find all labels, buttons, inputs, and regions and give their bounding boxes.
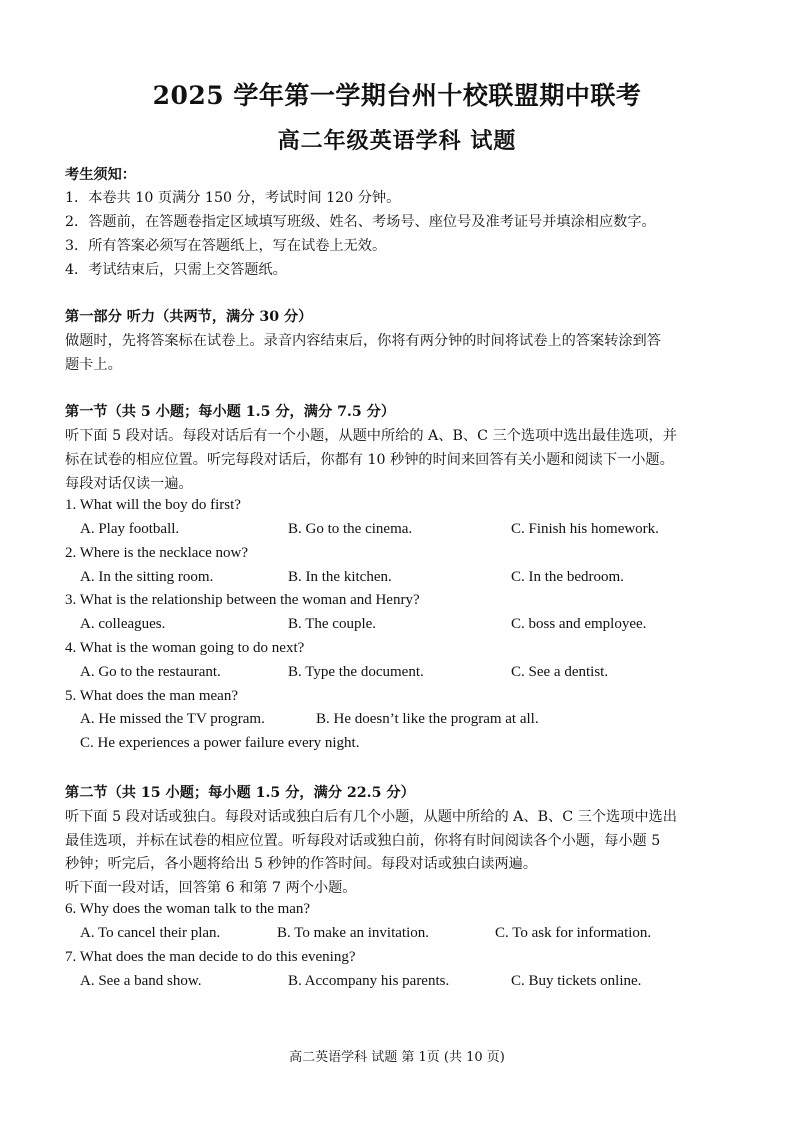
notice-item: 4．考试结束后，只需上交答题纸。 bbox=[65, 262, 287, 278]
option-2a: A. In the sitting room. bbox=[80, 569, 214, 585]
question-1: 1. What will the boy do first? bbox=[65, 497, 241, 513]
option-6a: A. To cancel their plan. bbox=[80, 925, 221, 941]
section1-intro: 标在试卷的相应位置。听完每段对话后，你都有 10 秒钟的时间来回答有关小题和阅读下一小题。 bbox=[65, 452, 674, 468]
option-6b: B. To make an invitation. bbox=[277, 925, 429, 941]
page-footer: 高二英语学科 试题 第 1页 (共 10 页) bbox=[289, 1050, 505, 1065]
section2-intro: 听下面一段对话，回答第 6 和第 7 两个小题。 bbox=[65, 880, 357, 896]
section2-intro: 最佳选项，并标在试卷的相应位置。听每段对话或独白前，你将有时间阅读各个小题，每小题 5 bbox=[65, 833, 661, 849]
question-5: 5. What does the man mean? bbox=[65, 688, 238, 704]
option-6c: C. To ask for information. bbox=[495, 925, 652, 941]
option-5a: A. He missed the TV program. bbox=[80, 711, 265, 727]
question-2: 2. Where is the necklace now? bbox=[65, 545, 248, 561]
option-3c: C. boss and employee. bbox=[511, 616, 647, 632]
option-4a: A. Go to the restaurant. bbox=[80, 664, 221, 680]
exam-title: 2025 学年第一学期台州十校联盟期中联考 bbox=[152, 81, 642, 110]
option-5b: B. He doesn’t like the program at all. bbox=[316, 711, 539, 727]
section2-intro: 听下面 5 段对话或独白。每段对话或独白后有几个小题，从题中所给的 A、B、C 三个选项中选出 bbox=[65, 809, 677, 825]
notice-item: 1．本卷共 10 页满分 150 分，考试时间 120 分钟。 bbox=[65, 190, 401, 206]
part1-intro: 做题时，先将答案标在试卷上。录音内容结束后，你将有两分钟的时间将试卷上的答案转涂到答 bbox=[65, 333, 661, 349]
option-7c: C. Buy tickets online. bbox=[511, 973, 642, 989]
exam-subtitle: 高二年级英语学科 试题 bbox=[277, 128, 517, 154]
section1-intro: 听下面 5 段对话。每段对话后有一个小题，从题中所给的 A、B、C 三个选项中选出最佳选项，并 bbox=[65, 428, 677, 444]
option-2b: B. In the kitchen. bbox=[288, 569, 392, 585]
section2-intro: 秒钟；听完后，各小题将给出 5 秒钟的作答时间。每段对话或独白读两遍。 bbox=[65, 856, 538, 872]
option-7a: A. See a band show. bbox=[80, 973, 202, 989]
part1-heading: 第一部分 听力（共两节，满分 30 分） bbox=[65, 309, 313, 325]
notice-item: 3．所有答案必须写在答题纸上，写在试卷上无效。 bbox=[65, 238, 387, 254]
question-7: 7. What does the man decide to do this evening? bbox=[65, 949, 356, 965]
option-1b: B. Go to the cinema. bbox=[288, 521, 413, 537]
question-6: 6. Why does the woman talk to the man? bbox=[65, 901, 311, 917]
option-5c: C. He experiences a power failure every night. bbox=[80, 735, 360, 751]
notice-heading: 考生须知： bbox=[65, 167, 136, 183]
option-4c: C. See a dentist. bbox=[511, 664, 609, 680]
option-3b: B. The couple. bbox=[288, 616, 377, 632]
section1-heading: 第一节（共 5 小题；每小题 1.5 分，满分 7.5 分） bbox=[65, 404, 396, 420]
section1-intro: 每段对话仅读一遍。 bbox=[65, 476, 193, 492]
option-1a: A. Play football. bbox=[80, 521, 180, 537]
option-7b: B. Accompany his parents. bbox=[288, 973, 450, 989]
notice-item: 2．答题前，在答题卷指定区域填写班级、姓名、考场号、座位号及准考证号并填涂相应数字。 bbox=[65, 214, 656, 230]
option-2c: C. In the bedroom. bbox=[511, 569, 624, 585]
part1-intro: 题卡上。 bbox=[65, 357, 122, 373]
question-4: 4. What is the woman going to do next? bbox=[65, 640, 305, 656]
option-1c: C. Finish his homework. bbox=[511, 521, 659, 537]
section2-heading: 第二节（共 15 小题；每小题 1.5 分，满分 22.5 分） bbox=[65, 785, 415, 801]
question-3: 3. What is the relationship between the woman and Henry? bbox=[65, 592, 420, 608]
option-4b: B. Type the document. bbox=[288, 664, 424, 680]
option-3a: A. colleagues. bbox=[80, 616, 166, 632]
